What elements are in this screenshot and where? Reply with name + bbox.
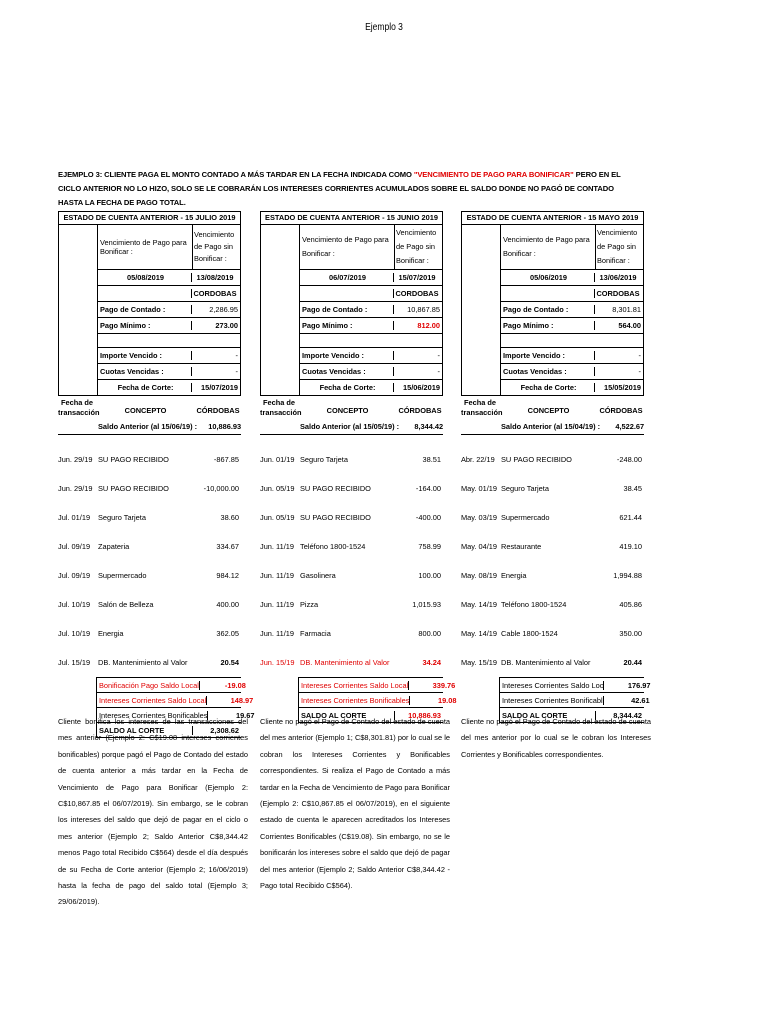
transaction-row: Jul. 10/19 Energia 362.05 xyxy=(58,629,239,638)
saldo-anterior-label: Saldo Anterior (al 15/05/19) : xyxy=(300,422,400,431)
pago-contado: 10,867.85 xyxy=(393,305,442,314)
pago-contado-label: Pago de Contado : xyxy=(503,305,569,314)
transaction-row: Jun. 29/19 SU PAGO RECIBIDO -10,000.00 xyxy=(58,484,239,493)
note-july: Cliente bonifica los intereses de las transacciones del mes anterior (Ejemplo 2: C$19.08 intereses corrientes bonificables) porque pagó el Pago de Contado del estado de cuenta anterior a más tardar en la Fecha de Vencimiento de Pago para Bonificar (Ejemplo 2: C$10,867.85 el 06/07/2019). Sin embargo, se le cobran los intereses del saldo que dejó de pagar en el ciclo o mes anterior (Ejemplo 2; Saldo Anterior C$8,344.42 menos Pago total Recibido C$564) desde el día después de su Fecha de Corte anterior (Ejemplo 2; 16/06/2019) hasta la fecha de pago del saldo total (Ejemplo 3; 29/06/2019). xyxy=(58,717,248,907)
statement-header xyxy=(461,211,644,396)
currency: CORDOBAS xyxy=(594,289,643,298)
saldo-corte-row: SALDO AL CORTE 2,308.62 xyxy=(99,725,239,735)
transaction-row: Jun. 15/19 DB. Mantenimiento al Valor 34.24 xyxy=(260,658,441,667)
pago-minimo: 812.00 xyxy=(393,321,442,330)
col-concepto: CONCEPTO xyxy=(527,406,570,415)
venc-bonif-label: Vencimiento de Pago para Bonificar : xyxy=(100,238,187,256)
venc-sin-label: Vencimiento de Pago sin Bonificar : xyxy=(192,225,240,269)
importe-vencido: - xyxy=(393,351,442,360)
statement-july xyxy=(58,211,255,738)
example-intro xyxy=(58,168,638,210)
currency: CORDOBAS xyxy=(191,289,240,298)
summary-row: Intereses Corrientes Bonificables 19.08 xyxy=(299,693,443,708)
transaction-row: May. 14/19 Cable 1800-1524 350.00 xyxy=(461,629,642,638)
transaction-row: Jul. 01/19 Seguro Tarjeta 38.60 xyxy=(58,513,239,522)
col-fecha: Fecha de transacción xyxy=(461,398,503,417)
note-may: Cliente no pagó el Pago de Contado del estado de cuenta del mes anterior por lo cual se le cobran los Intereses Corrientes y Bonificables correspondientes. xyxy=(461,717,651,759)
transaction-row: Jun. 05/19 SU PAGO RECIBIDO -400.00 xyxy=(260,513,441,522)
transaction-row: Jun. 11/19 Pizza 1,015.93 xyxy=(260,600,441,609)
pago-minimo-label: Pago Mínimo : xyxy=(503,321,554,330)
summary-row: Intereses Corrientes Saldo Local 148.97 xyxy=(97,693,241,708)
fecha-corte-label: Fecha de Corte: xyxy=(117,383,174,392)
intro-text-1: EJEMPLO 3: CLIENTE PAGA EL MONTO CONTADO A MÁS TARDAR EN LA FECHA INDICADA COMO xyxy=(58,170,414,179)
pago-contado: 8,301.81 xyxy=(594,305,643,314)
importe-vencido-label: Importe Vencido : xyxy=(503,351,566,360)
date-bonif: 05/06/2019 xyxy=(530,273,567,282)
transaction-row: Abr. 22/19 SU PAGO RECIBIDO -248.00 xyxy=(461,455,642,464)
transaction-row: May. 01/19 Seguro Tarjeta 38.45 xyxy=(461,484,642,493)
summary-row: Intereses Corrientes Saldo Loc 176.97 xyxy=(500,678,644,693)
importe-vencido-label: Importe Vencido : xyxy=(302,351,365,360)
statement-june xyxy=(260,211,457,723)
venc-bonif-label: Vencimiento de Pago para Bonificar : xyxy=(302,235,389,258)
transaction-row: Jun. 11/19 Gasolinera 100.00 xyxy=(260,571,441,580)
date-bonif: 06/07/2019 xyxy=(329,273,366,282)
date-sin: 13/08/2019 xyxy=(191,273,240,282)
transaction-row: Jun. 11/19 Teléfono 1800-1524 758.99 xyxy=(260,542,441,551)
fecha-corte-label: Fecha de Corte: xyxy=(319,383,376,392)
date-sin: 13/06/2019 xyxy=(594,273,643,282)
importe-vencido: - xyxy=(191,351,240,360)
page-title: Ejemplo 3 xyxy=(365,22,403,33)
statement-title: ESTADO DE CUENTA ANTERIOR - 15 JULIO 2019 xyxy=(59,212,240,225)
statement-header xyxy=(260,211,443,396)
transaction-row: Jul. 09/19 Zapateria 334.67 xyxy=(58,542,239,551)
transaction-row: May. 14/19 Teléfono 1800-1524 405.86 xyxy=(461,600,642,609)
pago-contado-label: Pago de Contado : xyxy=(302,305,368,314)
fecha-corte: 15/07/2019 xyxy=(191,383,240,392)
col-cordobas: CÓRDOBAS xyxy=(599,406,643,415)
col-fecha: Fecha de transacción xyxy=(260,398,302,417)
fecha-corte-label: Fecha de Corte: xyxy=(520,383,577,392)
pago-minimo: 564.00 xyxy=(594,321,643,330)
transaction-row: May. 03/19 Supermercado 621.44 xyxy=(461,513,642,522)
cuotas-vencidas-label: Cuotas Vencidas : xyxy=(302,367,366,376)
statement-title: ESTADO DE CUENTA ANTERIOR - 15 JUNIO 2019 xyxy=(261,212,442,225)
cuotas-vencidas: - xyxy=(191,367,240,376)
transaction-row: Jul. 10/19 Salón de Belleza 400.00 xyxy=(58,600,239,609)
summary-row: Intereses Corrientes Bonificabl 42.61 xyxy=(500,693,644,708)
fecha-corte: 15/05/2019 xyxy=(594,383,643,392)
transaction-row: May. 04/19 Restaurante 419.10 xyxy=(461,542,642,551)
cuotas-vencidas: - xyxy=(393,367,442,376)
col-cordobas: CÓRDOBAS xyxy=(196,406,240,415)
saldo-anterior: 10,886.93 xyxy=(208,422,242,431)
transaction-row: Jun. 01/19 Seguro Tarjeta 38.51 xyxy=(260,455,441,464)
statement-may xyxy=(461,211,651,723)
transaction-row: Jul. 15/19 DB. Mantenimiento al Valor 20.54 xyxy=(58,658,239,667)
transaction-row: Jul. 09/19 Supermercado 984.12 xyxy=(58,571,239,580)
importe-vencido: - xyxy=(594,351,643,360)
cuotas-vencidas: - xyxy=(594,367,643,376)
date-bonif: 05/08/2019 xyxy=(127,273,164,282)
saldo-corte-row: SALDO AL CORTE 10,886.93 xyxy=(301,710,441,720)
venc-bonif-label: Vencimiento de Pago para Bonificar : xyxy=(503,235,590,258)
pago-minimo-label: Pago Mínimo : xyxy=(302,321,353,330)
summary-row: Intereses Corrientes Bonificables 19.67 xyxy=(97,708,241,723)
saldo-anterior: 8,344.42 xyxy=(414,422,444,431)
saldo-corte-row: SALDO AL CORTE 8,344.42 xyxy=(502,710,642,720)
fecha-corte: 15/06/2019 xyxy=(393,383,442,392)
cuotas-vencidas-label: Cuotas Vencidas : xyxy=(100,367,164,376)
saldo-anterior-label: Saldo Anterior (al 15/06/19) : xyxy=(98,422,198,431)
col-concepto: CONCEPTO xyxy=(124,406,167,415)
currency: CORDOBAS xyxy=(393,289,442,298)
pago-contado: 2,286.95 xyxy=(191,305,240,314)
venc-sin-label: Vencimiento de Pago sin Bonificar : xyxy=(595,225,643,269)
transaction-row: Jun. 11/19 Farmacia 800.00 xyxy=(260,629,441,638)
pago-contado-label: Pago de Contado : xyxy=(100,305,166,314)
transaction-row: May. 15/19 DB. Mantenimiento al Valor 20.44 xyxy=(461,658,642,667)
summary-row: Bonificación Pago Saldo Local -19.08 xyxy=(97,678,241,693)
cuotas-vencidas-label: Cuotas Vencidas : xyxy=(503,367,567,376)
statement-title: ESTADO DE CUENTA ANTERIOR - 15 MAYO 2019 xyxy=(462,212,643,225)
date-sin: 15/07/2019 xyxy=(393,273,442,282)
pago-minimo: 273.00 xyxy=(191,321,240,330)
transaction-row: May. 08/19 Energia 1,994.88 xyxy=(461,571,642,580)
intro-text-2: PERO EN EL CICLO ANTERIOR NO LO HIZO, SOLO SE LE COBRARÁN LOS INTERESES CORRIENTES ACUMULADOS SOBRE EL SALDO DONDE NO PAGÓ DE CONTADO HASTA LA FECHA DE PAGO TOTAL. xyxy=(58,170,621,207)
saldo-anterior: 4,522.67 xyxy=(615,422,645,431)
statement-header xyxy=(58,211,241,396)
pago-minimo-label: Pago Mínimo : xyxy=(100,321,151,330)
venc-sin-label: Vencimiento de Pago sin Bonificar : xyxy=(394,225,442,269)
summary-row: Intereses Corrientes Saldo Local 339.76 xyxy=(299,678,443,693)
intro-highlight: "VENCIMIENTO DE PAGO PARA BONIFICAR" xyxy=(413,170,574,179)
importe-vencido-label: Importe Vencido : xyxy=(100,351,163,360)
note-june: Cliente no pagó el Pago de Contado del estado de cuenta del mes anterior (Ejemplo 1; C$8,301.81) por lo cual se le cobran los Intereses Corrientes y Bonificables correspondientes. Si realiza el Pago de Contado a más tardar en la Fecha de Vencimiento de Pago para Bonificar (Ejemplo 2: C$10,867.85 el 06/07/2019), en el siguiente estado de cuenta le aparecen acreditados los Intereses Corrientes Bonificables (C$19.08). Sin embargo, no se le bonificarán los intereses sobre el saldo que dejó de pagar del mes anterior (Ejemplo 2; Saldo Anterior C$8,344.42 - Pago total Recibido C$564). xyxy=(260,717,450,891)
col-concepto: CONCEPTO xyxy=(326,406,369,415)
transaction-row: Jun. 05/19 SU PAGO RECIBIDO -164.00 xyxy=(260,484,441,493)
saldo-anterior-label: Saldo Anterior (al 15/04/19) : xyxy=(501,422,601,431)
col-fecha: Fecha de transacción xyxy=(58,398,100,417)
col-cordobas: CÓRDOBAS xyxy=(398,406,442,415)
transaction-row: Jun. 29/19 SU PAGO RECIBIDO -867.85 xyxy=(58,455,239,464)
